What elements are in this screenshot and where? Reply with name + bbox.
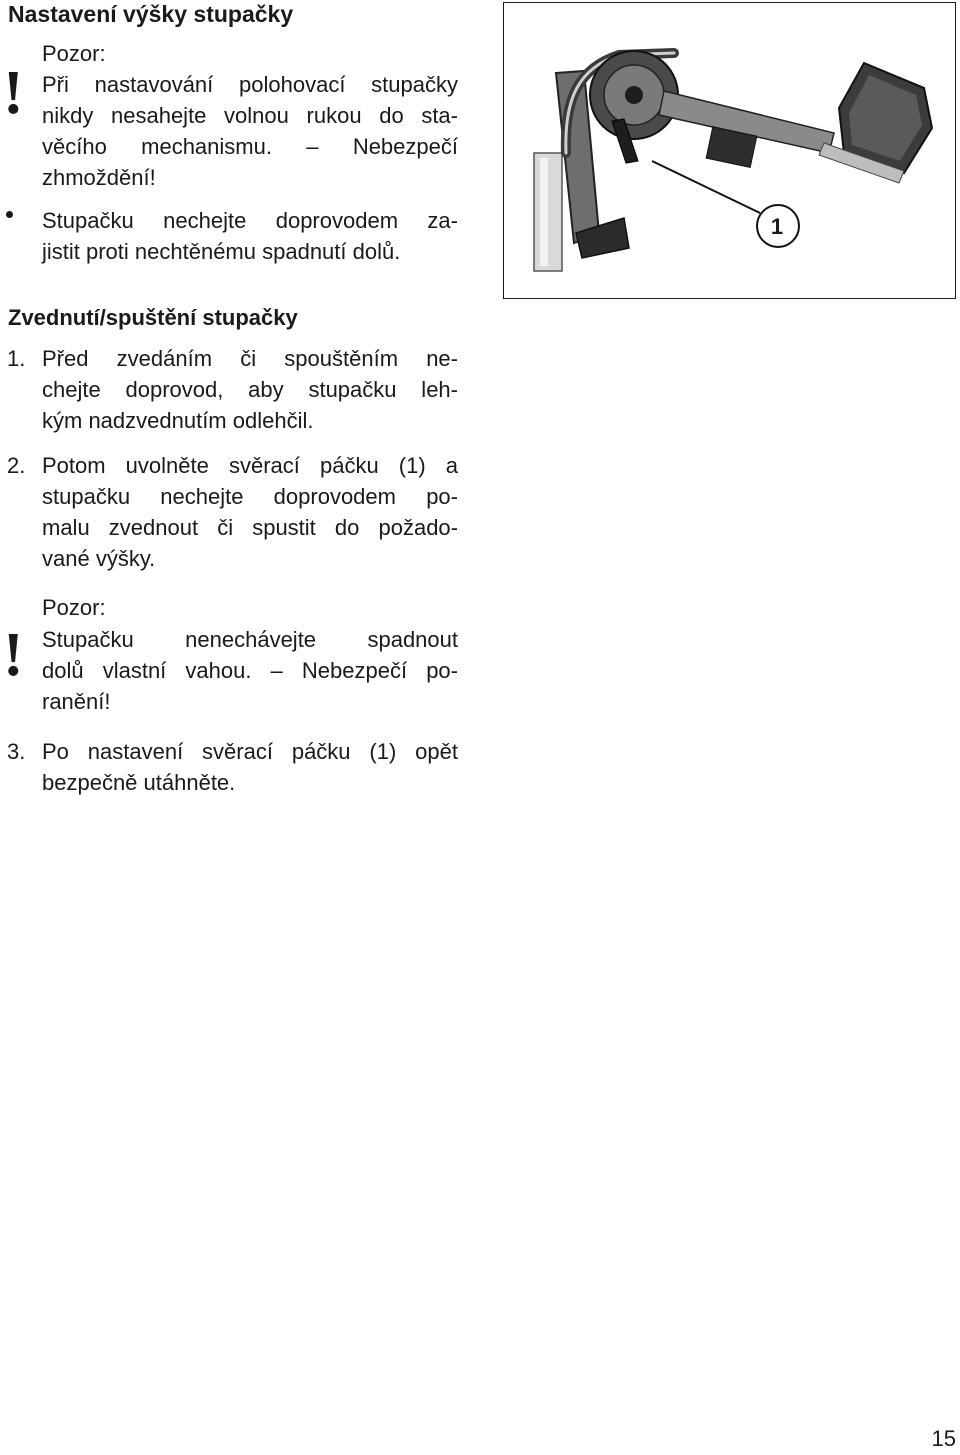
warning-text-line: ranění!: [42, 689, 111, 714]
step-text-line: kým nadzvednutím odlehčil.: [42, 408, 314, 433]
step-number: 3.: [7, 739, 26, 764]
step-text-line: Potom uvolněte svěrací páčku (1) a: [42, 453, 458, 478]
step-text-line: Před zvedáním či spouštěním ne-: [42, 346, 458, 371]
warning-heading: Pozor:: [42, 595, 106, 620]
bullet-icon: [6, 211, 13, 218]
page-title: Nastavení výšky stupačky: [8, 1, 294, 27]
warning-text-line: věcího mechanismu. – Nebezpečí: [42, 134, 458, 159]
exclamation-icon: !: [3, 621, 24, 689]
warning-text-line: nikdy nesahejte volnou rukou do sta-: [42, 103, 458, 128]
warning-heading: Pozor:: [42, 41, 106, 66]
page-number: 15: [931, 1426, 956, 1451]
exclamation-icon: !: [3, 59, 24, 127]
callout-number: 1: [770, 214, 784, 239]
step-text-line: Po nastavení svěrací páčku (1) opět: [42, 739, 458, 764]
bullet-text-line: Stupačku nechejte doprovodem za-: [42, 208, 458, 233]
footrest-figure: [503, 2, 956, 299]
step-text-line: vané výšky.: [42, 546, 156, 571]
bullet-text-line: jistit proti nechtěnému spadnutí dolů.: [42, 239, 401, 264]
callout-leader-line: [652, 161, 760, 213]
footrest-mechanism-illustration: [504, 3, 955, 298]
warning-text-line: Stupačku nenechávejte spadnout: [42, 627, 458, 652]
step-text-line: bezpečně utáhněte.: [42, 770, 236, 795]
warning-text-line: zhmoždění!: [42, 165, 156, 190]
step-number: 1.: [7, 346, 26, 371]
step-number: 2.: [7, 453, 26, 478]
warning-text-line: dolů vlastní vahou. – Nebezpečí po-: [42, 658, 458, 683]
step-text-line: stupačku nechejte doprovodem po-: [42, 484, 458, 509]
step-text-line: malu zvednout či spustit do požado-: [42, 515, 458, 540]
step-text-line: chejte doprovod, aby stupačku leh-: [42, 377, 458, 402]
section-title: Zvednutí/spuštění stupačky: [8, 305, 298, 330]
warning-text-line: Při nastavování polohovací stupačky: [42, 72, 458, 97]
